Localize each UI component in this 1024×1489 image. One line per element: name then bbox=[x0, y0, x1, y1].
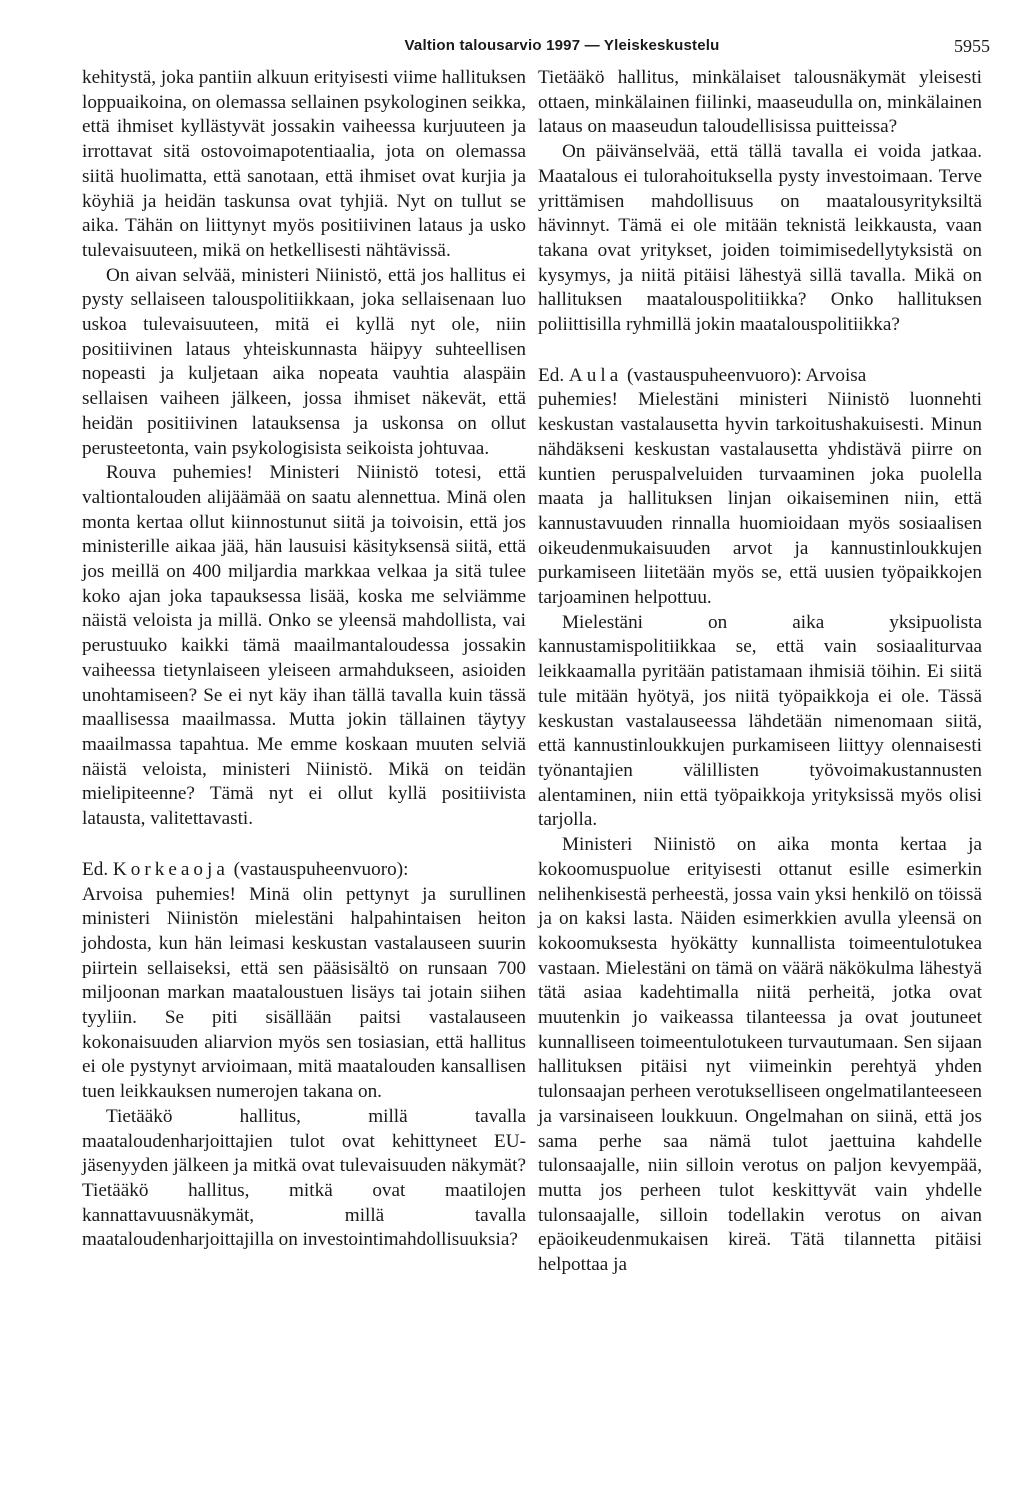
page-header bbox=[0, 36, 1024, 60]
running-title: Valtion talousarvio 1997 — Yleiskeskustelu bbox=[404, 37, 720, 54]
speaker-name: Korkeaoja bbox=[112, 858, 229, 880]
speaker-role: (vastauspuheenvuoro): Arvoisa bbox=[627, 364, 867, 386]
paragraph: On aivan selvää, ministeri Niinistö, että jos hallitus ei pysty sellaiseen talouspolitiikkaan, joka sellaisenaan luo uskoa tulevaisuuteen, mitä ei kyllä nyt ole, niin positiivinen lataus yhteiskunnasta häipyy suhteellisen nopeasti ja kuljetaan aika nopeata vauhtia alaspäin sellaisen vaiheen jälkeen, jossa ihmiset näkevät, että heidän positiivinen latauksensa ja uskonsa on ollut perusteetonta, vain psykologisista seikoista johtuvaa. bbox=[82, 264, 526, 459]
speaker-prefix: Ed. bbox=[538, 364, 565, 386]
left-column bbox=[82, 66, 526, 1253]
right-column bbox=[538, 66, 982, 1278]
paragraph: Mielestäni on aika yksipuolista kannustamispolitiikkaa se, että vain sosiaaliturvaa leikkaamalla pyritään patistamaan ihmisiä töihin. Ei siitä tule mitään hyötyä, jos niitä työpaikkoja ei ole. Tässä keskustan vastalauseessa lähdetään nimenomaan siitä, että kannustinloukkujen purkamiseen liittyy olennaisesti työnantajien välillisten työvoimakustannusten alentaminen, niin että työpaikkoja yrityksissä myös olisi tarjolla. bbox=[538, 611, 982, 831]
paragraph: puhemies! Mielestäni ministeri Niinistö luonnehti keskustan vastalausetta hyvin tarkoitushakuisesti. Minun nähdäkseni keskustan vastalausetta yhdistävä piirre on kuntien peruspalveluiden turvaaminen joka puolella maata ja hallituksen linjan oikaiseminen niin, että kannustavuuden rinnalla huomioidaan myös sosiaalisen oikeudenmukaisuuden arvot ja kannustinloukkujen purkamiseen liitetään myös se, että uusien työpaikkojen tarjoaminen helpottuu. bbox=[538, 389, 982, 609]
paragraph: Ministeri Niinistö on aika monta kertaa ja kokoomuspuolue erityisesti ottanut esille esimerkin nelihenkisestä perheestä, jossa vain yksi henkilö on töissä ja on kaksi lasta. Näiden esimerkkien avulla yleensä on kokoomuksesta hyökätty kunnallista toimeentulotukea vastaan. Mielestäni on tämä on väärä näkökulma lähestyä tätä asiaa kadehtimalla niitä perheitä, jotka ovat muutenkin jo vaikeassa tilanteessa ja ovat joutuneet kunnalliseen toimeentulotukeen turvautumaan. Sen sijaan hallituksen pitäisi nyt viimeinkin perehtyä yhden tulonsaajan perheen verotukselliseen ongelmatilanteeseen ja varsinaiseen loukkuun. Ongelmahan on siinä, että jos sama perhe saa nämä tulot jaettuina kahdelle tulonsaajalle, niin silloin verotus on paljon kevyempää, mutta jos perheen tulot keskittyvät vain yhdelle tulonsaajalle, silloin todellakin verotus on aivan epäoikeudenmukaisen kireä. Tätä tilannetta pitäisi helpottaa ja bbox=[538, 834, 982, 1276]
page-number: 5955 bbox=[954, 36, 990, 56]
speaker-heading bbox=[82, 858, 526, 883]
paragraph: kehitystä, joka pantiin alkuun erityisesti viime hallituksen loppuaikoina, on olemassa sellainen psykologinen seikka, että ihmiset kyllästyvät jossakin vaiheessa kurjuuteen ja irrottavat sitä ostovoimapotentiaalia, jota on olemassa siitä huolimatta, että sanotaan, että ihmiset ovat kurjia ja köyhiä ja heidän taskunsa ovat tyhjiä. Nyt on tullut se aika. Tähän on liittynyt myös positiivinen lataus ja usko tulevaisuuteen, mikä on hetkellisesti nähtävissä. bbox=[82, 67, 526, 261]
paragraph: Tietääkö hallitus, minkälaiset talousnäkymät yleisesti ottaen, minkälainen fiilinki, maaseudulla on, minkälainen lataus on maaseudun taloudellisissa puitteissa? bbox=[538, 67, 982, 138]
paragraph: Rouva puhemies! Ministeri Niinistö totesi, että valtiontalouden alijäämää on saatu alennettua. Minä olen monta kertaa ollut kiinnostunut siitä ja toivoisin, että jos ministerille aikaa jää, hän lausuisi käsityksensä siitä, että jos meillä on 400 miljardia markkaa velkaa ja sitä tulee koko ajan joka tapauksessa lisää, koska me selviämme näistä veloista ja millä. Onko se yleensä mahdollista, vai perustuuko kaikki tämä maailmantaloudessa jossakin vaiheessa tietynlaiseen yleiseen armahdukseen, asioiden unohtamiseen? Se ei nyt käy ihan tällä tavalla kuin tässä maallisessa maailmassa. Mutta jokin tällainen täytyy maailmassa tapahtua. Me emme koskaan muuten selviä näistä veloista, ministeri Niinistö. Mikä on teidän mielipiteenne? Tämä nyt ei ollut kyllä positiivista latausta, valitettavasti. bbox=[82, 462, 526, 830]
speaker-name: Aula bbox=[568, 364, 623, 386]
speaker-heading bbox=[538, 364, 982, 389]
paragraph: On päivänselvää, että tällä tavalla ei voida jatkaa. Maatalous ei tulorahoituksella pysty investoimaan. Terve yrittämisen mahdollisuus on maatalousyrityksiltä hävinnyt. Tämä ei ole mitään teknistä leikkausta, vaan takana ovat yritykset, joiden toimimisedellytyksistä on kysymys, ja niitä pitäisi lähestyä sillä tavalla. Mikä on hallituksen maatalouspolitiikka? Onko hallituksen poliittisilla ryhmillä jokin maatalouspolitiikka? bbox=[538, 141, 982, 336]
paragraph: Tietääkö hallitus, millä tavalla maataloudenharjoittajien tulot ovat kehittyneet EU-jäsenyyden jälkeen ja mitkä ovat tulevaisuuden näkymät? Tietääkö hallitus, mitkä ovat maatilojen kannattavuusnäkymät, millä tavalla maataloudenharjoittajilla on investointimahdollisuuksia? bbox=[82, 1105, 526, 1251]
speaker-role: (vastauspuheenvuoro): bbox=[233, 858, 409, 880]
paragraph: Arvoisa puhemies! Minä olin pettynyt ja surullinen ministeri Niinistön mielestäni halpahintaisen heiton johdosta, kun hän leimasi keskustan vastalauseen suurin piirtein sellaiseksi, että sen pääsisältö on runsaan 700 miljoonan markan maataloustuen lisäys tai jotain siihen tyyliin. Se piti sisällään paitsi vastalauseen kokonaisuuden aliarvion myös sen tosiasian, että hallitus ei ole pystynyt arvioimaan, mitä maatalouden kansallisen tuen leikkauksen numerojen takana on. bbox=[82, 883, 526, 1103]
speaker-prefix: Ed. bbox=[82, 858, 109, 880]
